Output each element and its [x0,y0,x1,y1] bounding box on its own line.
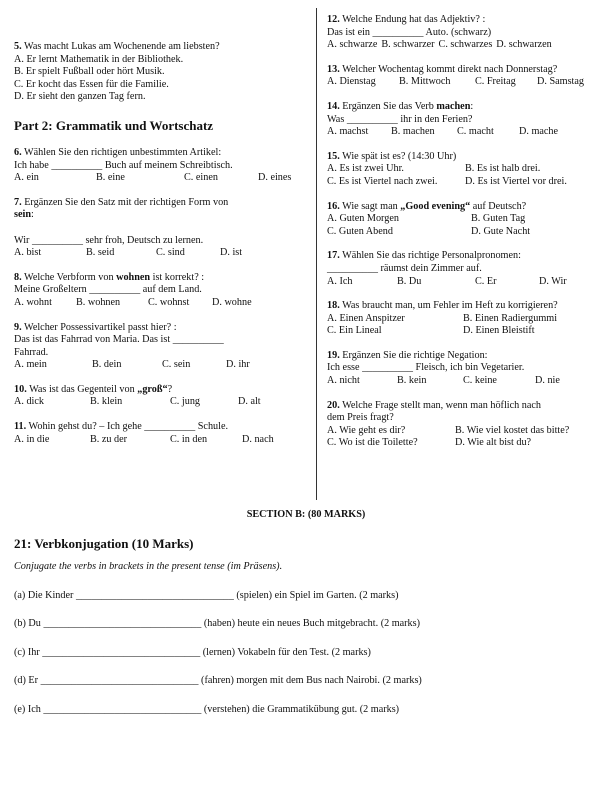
question-number: 11. [14,421,27,433]
question-text: Welcher Possessivartikel passt hier? : [24,321,177,333]
option-d: D. nie [535,375,560,387]
answer-blank[interactable]: _______________________________ [43,618,202,630]
option-d: D. Er sieht den ganzen Tag fern. [14,91,146,103]
question-text: Wählen Sie das richtige Personalpronomen: [342,250,521,262]
option-c: C. Freitag [475,76,516,88]
answer-blank[interactable]: _______________________________ [42,646,201,658]
question-21-heading: 21: Verbkonjugation (10 Marks) [14,536,194,551]
option-c: C. macht [457,126,494,138]
question-text: Ergänzen Sie den Satz mit der richtigen Form von [24,196,229,208]
question-sentence-continued: Fahrrad. [14,346,49,358]
question-6 [14,147,306,185]
question-5 [14,41,306,104]
left-column [14,41,306,458]
item-text: (fahren) morgen mit dem Bus nach Nairobi. (2 marks) [201,675,422,687]
options-row [327,375,607,388]
question-number: 12. [327,14,340,25]
option-c: C. Er [475,275,497,287]
option-d: D. Wir [539,275,567,287]
options-row [327,325,607,338]
question-sentence: Wir __________ sehr froh, Deutsch zu lernen. [14,234,204,246]
options-row [14,247,306,260]
option-a: A. dick [14,396,44,408]
question-number: 20. [327,399,340,411]
option-c: C. Er kocht das Essen für die Familie. [14,78,169,90]
question-19 [327,350,607,388]
item-text: (spielen) ein Spiel im Garten. (2 marks) [236,589,399,601]
options-row [327,276,607,289]
option-b: B. zu der [90,433,128,445]
options-row [14,297,306,310]
option-c: C. Wo ist die Toilette? [327,437,418,449]
option-c: C. sein [162,359,191,371]
option-d: D. ihr [226,359,250,371]
option-d: D. eines [258,172,292,184]
question-sentence: Was __________ ihr in den Ferien? [327,113,473,125]
option-b: B. wohnen [76,296,121,308]
option-a: A. schwarze [327,39,378,51]
item-text: (haben) heute ein neues Buch mitgebracht. (2 marks) [203,618,421,630]
question-text: Was braucht man, um Fehler im Heft zu korrigieren? [342,300,558,312]
question-7 [14,197,306,260]
option-d: D. nach [242,433,274,445]
options-row [327,313,607,326]
question-14 [327,101,607,139]
conjugation-item-b [14,618,604,631]
question-keyword: wohnen [116,271,151,283]
question-number: 10. [14,383,27,395]
option-a: A. machst [327,126,369,138]
option-d: D. mache [519,126,559,138]
option-b: B. schwarzer [381,39,435,51]
option-a: A. bist [14,247,42,259]
option-b: B. dein [92,359,122,371]
option-b: B. Es ist halb drei. [465,163,541,175]
option-b: B. Er spielt Fußball oder hört Musik. [14,66,165,78]
option-d: D. Samstag [537,76,584,88]
option-d: D. alt [238,396,261,408]
question-11 [14,421,306,446]
question-sentence: Ich esse __________ Fleisch, ich bin Vegetarier. [327,362,525,374]
question-15 [327,151,607,189]
question-text: Welche Frage stellt man, wenn man höflich nach [342,399,542,411]
option-d: D. Wie alt bist du? [455,437,532,449]
question-text-suffix: : [470,100,474,112]
option-a: A. ein [14,172,39,184]
item-text: (verstehen) die Grammatikübung gut. (2 marks) [203,703,400,715]
option-a: A. Guten Morgen [327,213,399,225]
options-row [327,39,607,52]
option-a: A. Ich [327,275,353,287]
option-c: C. Guten Abend [327,225,393,237]
question-text: Ergänzen Sie das Verb [342,100,434,112]
question-number: 13. [327,63,340,75]
options-row [327,425,607,438]
question-text-continued: dem Preis fragt? [327,412,394,424]
question-20 [327,400,607,450]
question-text-suffix: ? [167,383,173,395]
options-row [327,126,607,139]
question-16 [327,201,607,239]
options-row [327,213,607,226]
option-b: B. Mittwoch [399,76,451,88]
option-c: C. sind [156,247,185,259]
question-number: 7. [14,196,22,208]
option-b: B. klein [90,396,123,408]
question-13 [327,64,607,89]
question-18 [327,300,607,338]
option-a: A. wohnt [14,296,52,308]
question-text: Wie spät ist es? (14:30 Uhr) [342,150,457,162]
options-row [327,226,607,239]
question-17 [327,250,607,288]
question-text: Was ist das Gegenteil von [29,383,135,395]
item-label: (d) Er [14,675,39,687]
question-text-suffix: auf Deutsch? [472,200,527,212]
conjugation-item-a [14,590,604,603]
question-12 [327,14,607,52]
question-text: Wohin gehst du? – Ich gehe __________ Schule. [28,421,229,433]
question-sentence: Ich habe __________ Buch auf meinem Schreibtisch. [14,159,233,171]
question-number: 17. [327,250,340,262]
option-a: A. in die [14,433,50,445]
question-number: 16. [327,200,340,212]
conjugation-item-c [14,647,604,660]
question-number: 5. [14,41,22,52]
question-text: Ergänzen Sie die richtige Negation: [342,349,488,361]
question-21-instruction: Conjugate the verbs in brackets in the present tense (im Präsens). [14,561,283,572]
option-c: C. in den [170,433,208,445]
question-text-suffix: ist korrekt? : [152,271,205,283]
question-number: 14. [327,100,340,112]
option-d: D. Es ist Viertel vor drei. [465,175,567,187]
option-a: A. Er lernt Mathematik in der Bibliothek. [14,53,184,65]
question-text: Was macht Lukas am Wochenende am liebsten? [24,41,220,52]
conjugation-item-e [14,704,604,717]
question-sentence: __________ räumst dein Zimmer auf. [327,262,482,274]
conjugation-item-d [14,675,604,688]
option-a: A. Es ist zwei Uhr. [327,163,404,175]
right-column [327,14,607,462]
option-b: B. machen [391,126,435,138]
option-d: D. Einen Bleistift [463,325,535,337]
option-b: B. seid [86,247,115,259]
option-a: A. Dienstag [327,76,376,88]
option-a: A. Wie geht es dir? [327,424,406,436]
option-c: C. einen [184,172,218,184]
option-b: B. eine [96,172,125,184]
options-row [14,434,306,447]
option-b: B. Du [397,275,422,287]
option-c: C. schwarzes [438,39,493,51]
option-b: B. Einen Radiergummi [463,312,558,324]
options-row [14,396,306,409]
option-c: C. Ein Lineal [327,325,382,337]
item-label: (c) Ihr [14,646,40,658]
question-text: Welche Endung hat das Adjektiv? : [342,14,486,25]
options-row [327,163,607,176]
answer-blank[interactable]: _______________________________ [43,703,202,715]
question-9 [14,322,306,372]
option-c: C. wohnst [148,296,190,308]
item-text: (lernen) Vokabeln für den Test. (2 marks) [202,646,371,658]
column-divider [316,8,317,500]
question-keyword: „groß“ [137,383,168,395]
question-number: 8. [14,271,22,283]
question-keyword: machen [436,100,471,112]
question-text: Wählen Sie den richtigen unbestimmten Artikel: [24,146,222,158]
question-number: 6. [14,146,22,158]
answer-blank[interactable]: _______________________________ [40,675,199,687]
option-d: D. schwarzen [496,39,552,51]
question-keyword: sein [14,209,31,221]
option-b: B. Guten Tag [471,213,526,225]
question-8 [14,272,306,310]
question-number: 18. [327,300,340,312]
option-d: D. Gute Nacht [471,225,531,237]
question-text: Welche Verbform von [24,271,114,283]
option-a: A. mein [14,359,47,371]
question-sentence: Das ist das Fahrrad von Maria. Das ist __________ [14,334,224,346]
section-b-content [14,536,604,733]
options-row [327,76,607,89]
option-c: C. keine [463,375,497,387]
option-a: A. nicht [327,375,360,387]
option-d: D. ist [220,247,243,259]
question-number: 15. [327,150,340,162]
question-keyword: „Good evening“ [400,200,471,212]
question-sentence: Meine Großeltern __________ auf dem Land. [14,284,202,296]
options-row [327,176,607,189]
question-number: 19. [327,349,340,361]
item-label: (b) Du [14,618,41,630]
item-label: (a) Die Kinder [14,589,74,601]
answer-blank[interactable]: _______________________________ [75,589,234,601]
option-c: C. Es ist Viertel nach zwei. [327,175,438,187]
question-sentence: Das ist ein __________ Auto. (schwarz) [327,26,492,38]
options-row [14,172,306,185]
option-c: C. jung [170,396,201,408]
question-number: 9. [14,321,22,333]
question-10 [14,384,306,409]
options-row [327,437,607,450]
question-text: Welcher Wochentag kommt direkt nach Donnerstag? [342,63,558,75]
option-b: B. Wie viel kostet das bitte? [455,424,570,436]
options-row [14,359,306,372]
part-2-heading: Part 2: Grammatik und Wortschatz [14,117,214,133]
question-text-suffix: : [30,209,34,221]
option-b: B. kein [397,375,427,387]
option-a: A. Einen Anspitzer [327,312,405,324]
option-d: D. wohne [212,296,252,308]
section-b-title: SECTION B: (80 MARKS) [246,509,366,520]
question-text: Wie sagt man [342,200,398,212]
item-label: (e) Ich [14,703,41,715]
